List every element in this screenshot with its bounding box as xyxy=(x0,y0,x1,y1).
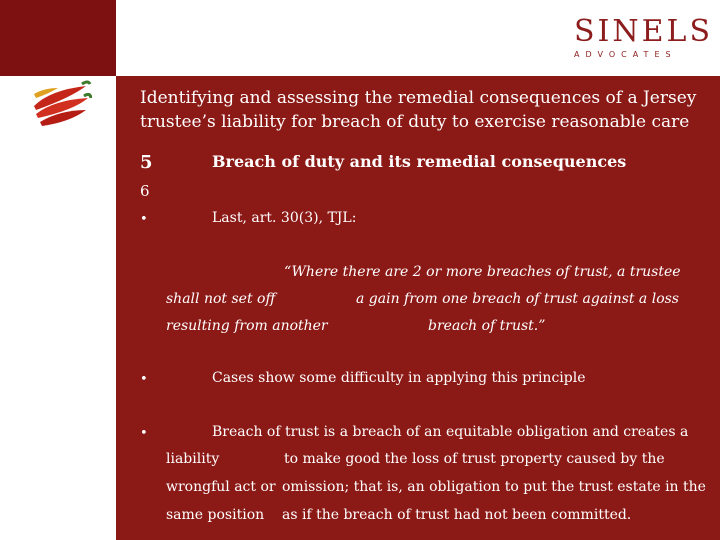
bullet-text-1: Last, art. 30(3), TJL: xyxy=(212,210,357,226)
quote-line-2a: shall not set off xyxy=(166,291,276,307)
content-panel xyxy=(116,76,720,540)
para-line-1b: to make good the loss of trust property caused by the xyxy=(284,451,665,467)
para-line-3b: as if the breach of trust had not been committed. xyxy=(282,507,632,523)
logo-tagline: ADVOCATES xyxy=(574,50,677,59)
para-line-2a: wrongful act or xyxy=(166,479,276,495)
chili-peppers-image xyxy=(30,76,92,136)
quote-line-3a: resulting from another xyxy=(166,318,328,334)
quote-line-2b: a gain from one breach of trust against a loss xyxy=(356,291,679,307)
title-line-2: trustee’s liability for breach of duty to exercise reasonable care xyxy=(140,112,690,132)
logo-name: SINELS xyxy=(574,14,714,49)
bullet-text-2: Cases show some difficulty in applying this principle xyxy=(212,370,586,386)
bullet-text-3: Breach of trust is a breach of an equitable obligation and creates a xyxy=(212,424,689,440)
bullet-icon: • xyxy=(140,372,148,387)
sinels-logo xyxy=(560,8,714,68)
section-heading: Breach of duty and its remedial consequences xyxy=(212,152,627,171)
bullet-icon: • xyxy=(140,212,148,227)
quote-line-1: “Where there are 2 or more breaches of trust, a trustee xyxy=(284,264,681,280)
para-line-2b: omission; that is, an obligation to put the trust estate in the xyxy=(282,479,706,495)
slide-title xyxy=(140,86,710,134)
left-white-column xyxy=(0,76,116,540)
title-line-1: Identifying and assessing the remedial consequences of a Jersey xyxy=(140,88,697,108)
section-number-2: 6 xyxy=(140,182,150,200)
bullet-icon: • xyxy=(140,426,148,441)
section-number: 5 xyxy=(140,152,153,173)
para-line-3a: same position xyxy=(166,507,265,523)
para-line-1a: liability xyxy=(166,451,220,467)
quote-line-3b: breach of trust.” xyxy=(428,318,546,334)
